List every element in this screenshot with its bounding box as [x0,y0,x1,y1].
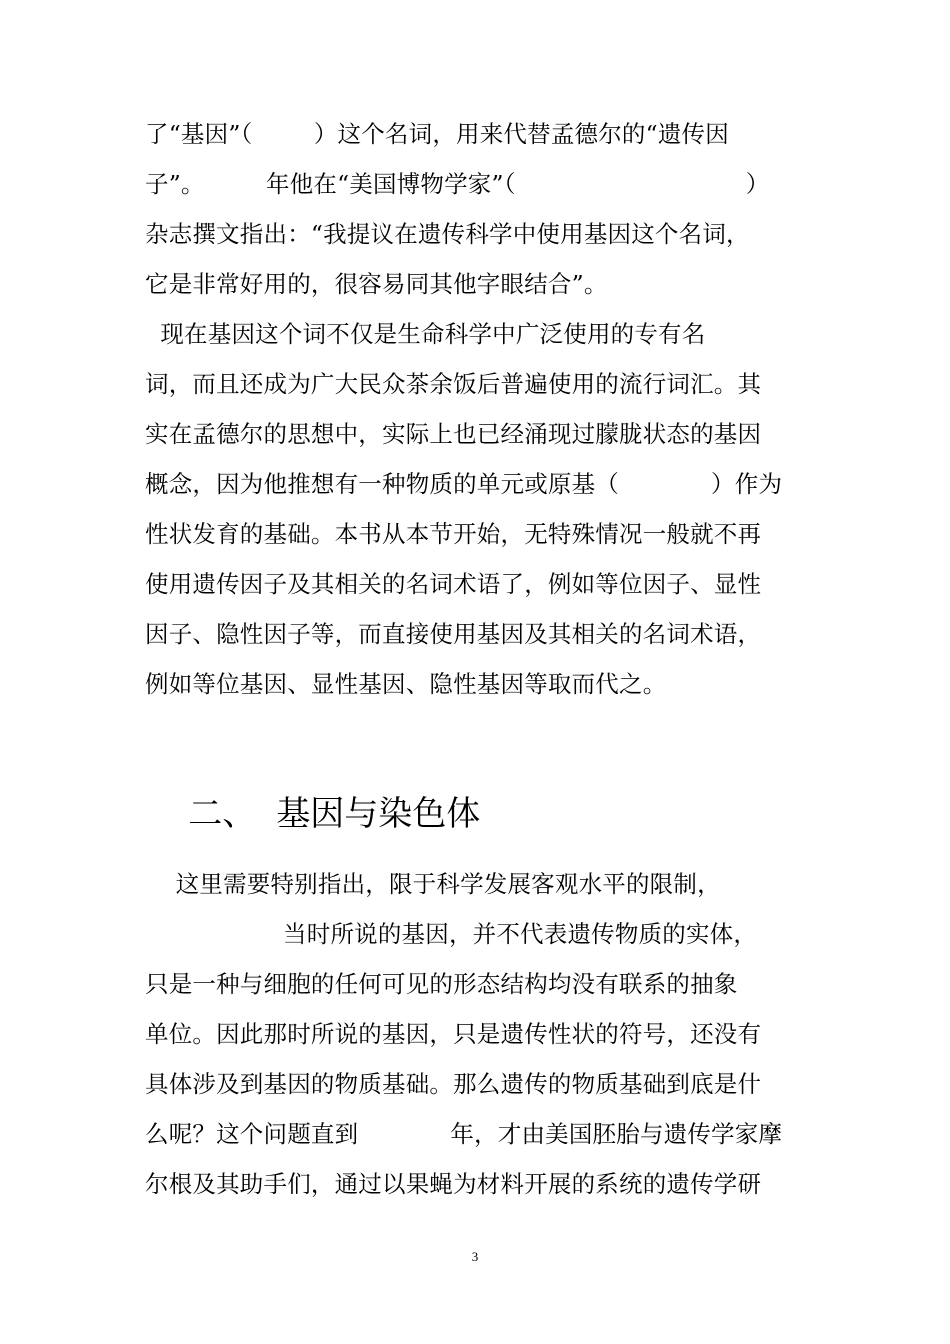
text-line: 具体涉及到基因的物质基础。那么遗传的物质基础到底是什 [145,1070,762,1098]
text-line: 概念，因为他推想有一种物质的单元或原基（ ）作为 [145,470,783,498]
text-line: 实在孟德尔的思想中，实际上也已经涌现过朦胧状态的基因 [145,420,762,448]
page-number: 3 [471,1249,479,1264]
section-heading [145,748,480,880]
text-line: 词，而且还成为广大民众茶余饭后普遍使用的流行词汇。其 [145,370,762,398]
text-line: 杂志撰文指出：“我提议在遗传科学中使用基因这个名词， [145,220,750,248]
text-line: 只是一种与细胞的任何可见的形态结构均没有联系的抽象 [145,970,738,998]
text-line: 性状发育的基础。本书从本节开始，无特殊情况一般就不再 [145,520,762,548]
section-number: 二、 [188,794,257,834]
text-line: 当时所说的基因，并不代表遗传物质的实体， [145,920,758,948]
text-line: 例如等位基因、显性基因、隐性基因等取而代之。 [145,670,667,698]
section-title: 基因与染色体 [276,794,481,834]
text-line: 它是非常好用的，很容易同其他字眼结合”。 [145,270,608,298]
text-line: 了“基因”（ ）这个名词，用来代替孟德尔的“遗传因 [145,120,729,148]
text-line: 子”。 年他在“美国博物学家”（ ） [145,170,770,198]
text-line: 因子、隐性因子等，而直接使用基因及其相关的名词术语， [145,620,762,648]
text-line: 现在基因这个词不仅是生命科学中广泛使用的专有名 [145,320,706,348]
text-line: 这里需要特别指出，限于科学发展客观水平的限制， [145,870,721,898]
text-line: 使用遗传因子及其相关的名词术语了，例如等位因子、显性 [145,570,762,598]
text-line: 么呢？这个问题直到 年，才由美国胚胎与遗传学家摩 [145,1120,783,1148]
text-line: 单位。因此那时所说的基因，只是遗传性状的符号，还没有 [145,1020,762,1048]
text-line: 尔根及其助手们，通过以果蝇为材料开展的系统的遗传学研 [145,1170,762,1198]
